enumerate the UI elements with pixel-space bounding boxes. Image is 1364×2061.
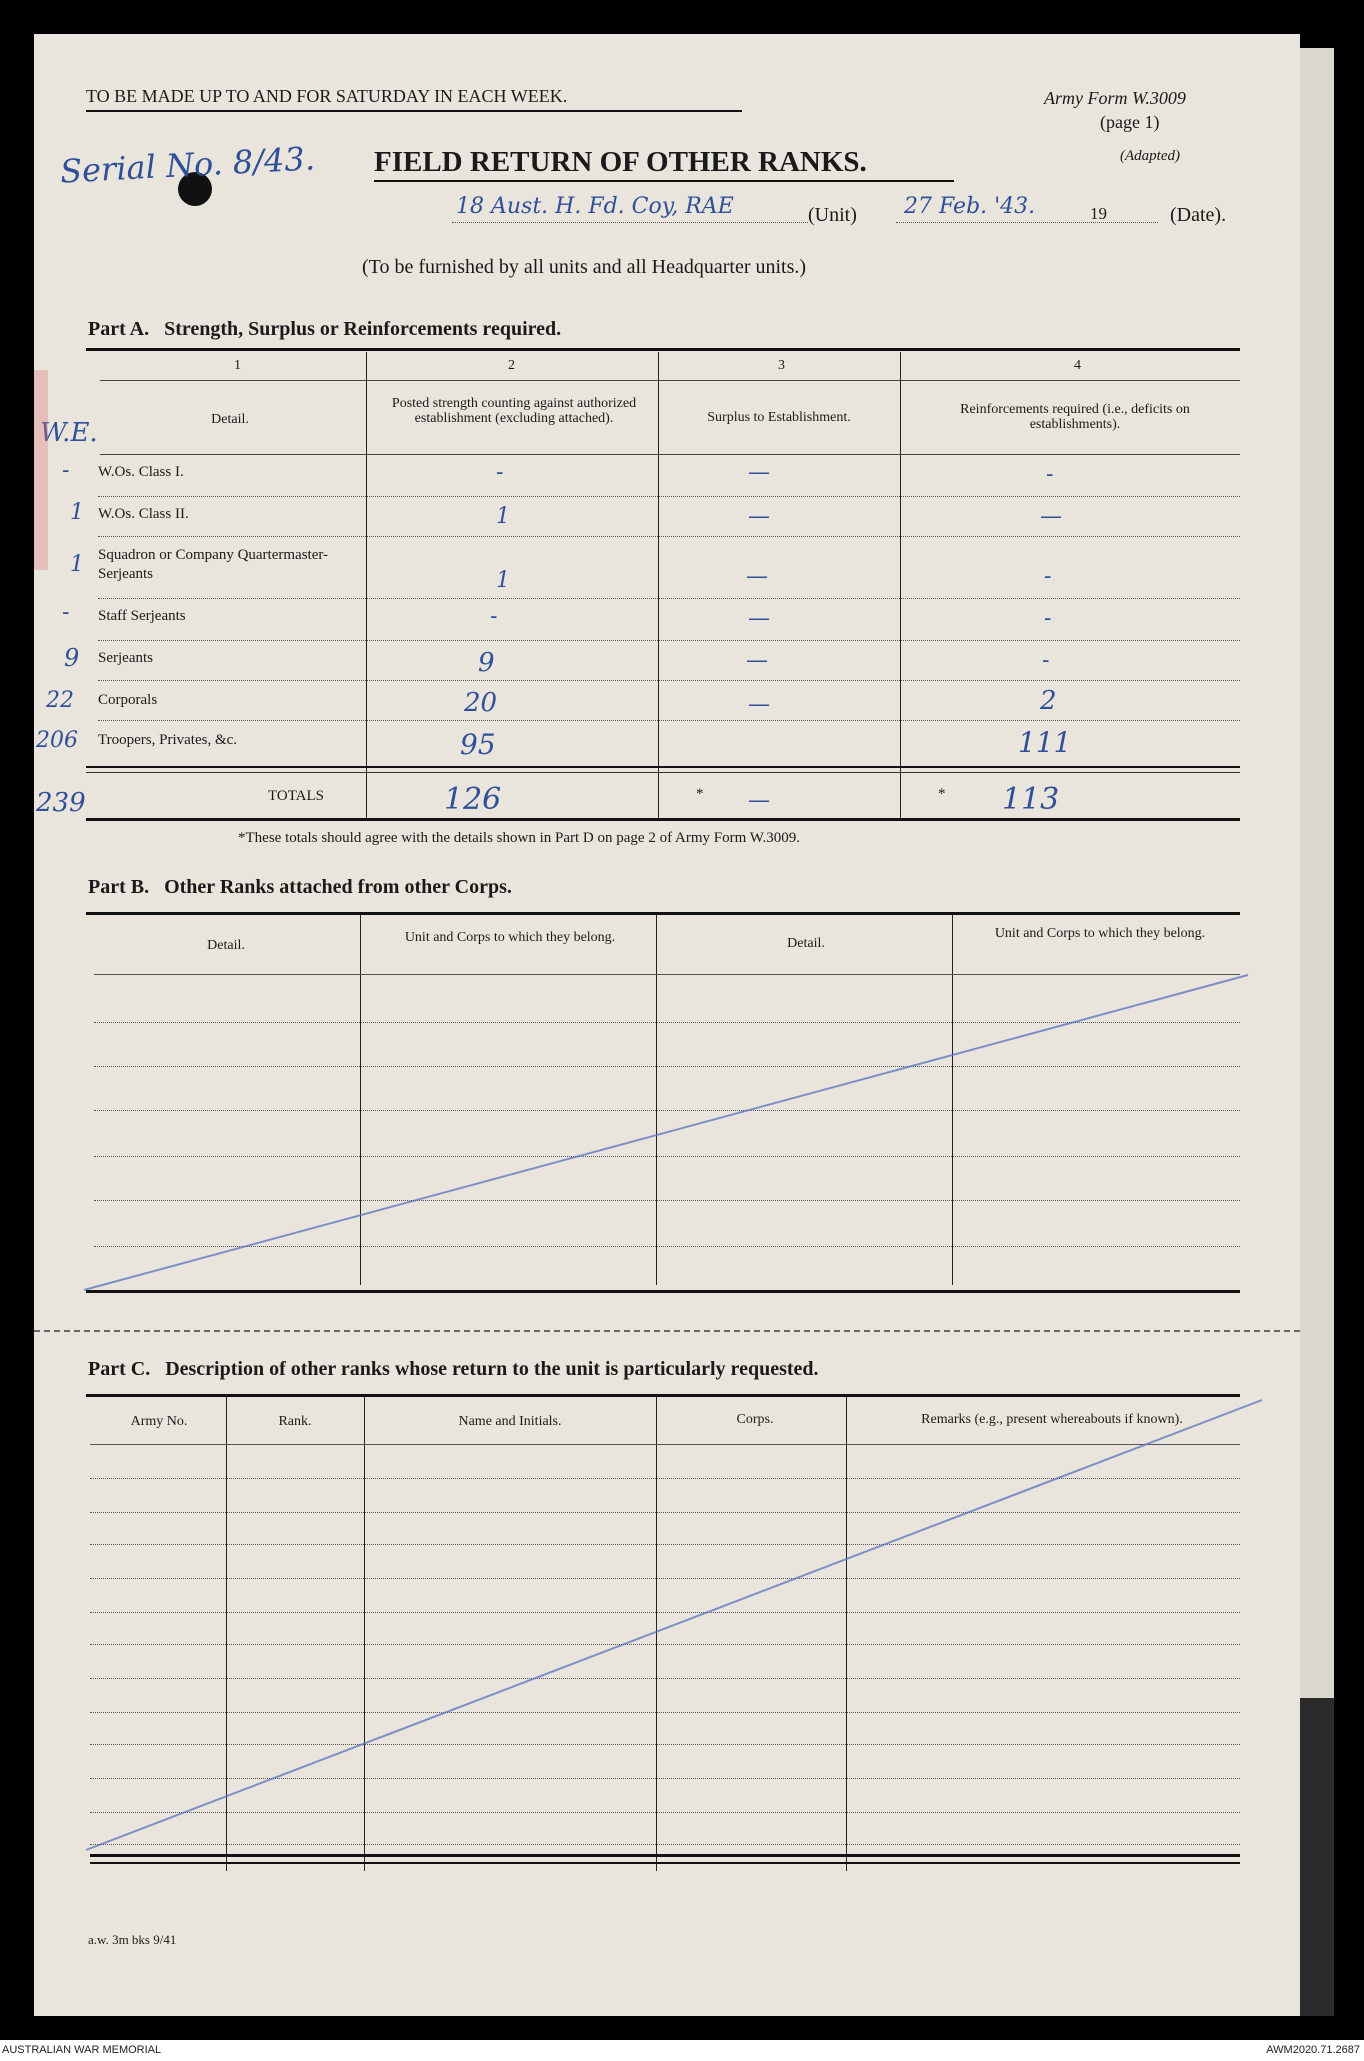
col-header-surplus: Surplus to Establishment. (707, 410, 851, 425)
row-surplus-cqms: — (746, 564, 768, 589)
col-header-reinforcements: Reinforcements required (i.e., deficits on establishments). (960, 402, 1190, 432)
row-we-wo1: - (62, 458, 70, 483)
row-we-troopers: 206 (36, 728, 78, 753)
col-number-2: 2 (508, 358, 515, 373)
row-reinf-cqms: - (1044, 564, 1052, 589)
row-surplus-wo2: — (748, 504, 770, 529)
totals-we: 239 (36, 788, 86, 818)
col-number-4: 4 (1074, 358, 1081, 373)
row-posted-troopers: 95 (460, 728, 496, 761)
date-label: (Date). (1170, 204, 1227, 226)
form-adapted: (Adapted) (1120, 148, 1180, 164)
row-detail-cqms: Squadron or Company Quartermaster-Serjeants (98, 547, 329, 582)
part-b-header-detail-2: Detail. (787, 936, 825, 951)
row-detail-staff-sjt: Staff Serjeants (98, 608, 186, 624)
row-detail-troopers: Troopers, Privates, &c. (98, 732, 238, 748)
row-detail-sjt: Serjeants (98, 650, 153, 666)
furnish-note: (To be furnished by all units and all Headquarter units.) (362, 256, 807, 278)
part-b-header-detail-1: Detail. (207, 938, 245, 953)
row-posted-sjt: 9 (478, 648, 495, 678)
row-reinf-sjt: - (1042, 648, 1050, 673)
col-number-1: 1 (234, 358, 241, 373)
row-posted-staff-sjt: - (490, 604, 498, 629)
col-header-posted: Posted strength counting against authorized establishment (excluding attached). (391, 396, 637, 426)
row-posted-cpl: 20 (464, 688, 498, 718)
part-b-header-unit-2: Unit and Corps to which they belong. (994, 926, 1206, 941)
form-name: Army Form W.3009 (1044, 88, 1186, 108)
date-handwritten: 27 Feb. '43. (904, 194, 1036, 219)
row-detail-wo2: W.Os. Class II. (98, 506, 189, 522)
part-a-footnote: *These totals should agree with the details shown in Part D on page 2 of Army Form W.3009. (238, 830, 801, 846)
archive-footer (0, 2040, 1364, 2061)
part-c-title: Part C. Description of other ranks whose return to the unit is particularly requested. (88, 1358, 819, 1380)
row-reinf-troopers: 111 (1018, 726, 1072, 759)
row-reinf-cpl: 2 (1040, 686, 1057, 716)
row-surplus-staff-sjt: — (748, 606, 770, 631)
part-c-header-rank: Rank. (278, 1414, 312, 1429)
col-header-detail: Detail. (211, 412, 249, 427)
year-label: 19 (1090, 204, 1107, 223)
row-surplus-cpl: — (748, 692, 770, 717)
row-detail-wo1: W.Os. Class I. (98, 464, 184, 480)
instruction-text: TO BE MADE UP TO AND FOR SATURDAY IN EACH WEEK. (86, 86, 568, 106)
form-page: (page 1) (1100, 112, 1160, 132)
part-c-header-name: Name and Initials. (458, 1414, 562, 1429)
totals-posted: 126 (444, 782, 502, 817)
footer-left: AUSTRALIAN WAR MEMORIAL (2, 2044, 162, 2056)
unit-handwritten: 18 Aust. H. Fd. Coy, RAE (456, 194, 734, 219)
part-c-header-army-no: Army No. (130, 1414, 188, 1429)
col-number-3: 3 (778, 358, 785, 373)
row-reinf-staff-sjt: - (1044, 606, 1052, 631)
totals-reinf-star: * (938, 786, 946, 802)
part-b-title: Part B. Other Ranks attached from other Corps. (88, 876, 512, 898)
serial-number-handwritten: Serial No. 8/43. (59, 139, 316, 191)
printer-mark: a.w. 3m bks 9/41 (88, 1932, 177, 1947)
row-surplus-wo1: — (748, 460, 770, 485)
row-posted-cqms: 1 (496, 568, 510, 593)
page-title: FIELD RETURN OF OTHER RANKS. (374, 146, 867, 178)
part-c-header-remarks: Remarks (e.g., present whereabouts if known). (921, 1412, 1183, 1427)
part-c-header-corps: Corps. (736, 1412, 774, 1427)
row-posted-wo1: - (496, 460, 504, 485)
row-reinf-wo1: - (1046, 462, 1054, 487)
totals-surplus-star: * (696, 786, 704, 802)
totals-label: TOTALS (268, 788, 325, 804)
part-b-header-unit-1: Unit and Corps to which they belong. (404, 930, 616, 945)
footer-right: AWM2020.71.2687 (1266, 2044, 1360, 2056)
totals-surplus: — (748, 788, 770, 813)
row-reinf-wo2: — (1040, 504, 1062, 529)
row-we-wo2: 1 (70, 500, 84, 525)
we-label: W.E. (40, 418, 98, 448)
row-we-staff-sjt: - (62, 600, 70, 625)
unit-label: (Unit) (808, 204, 857, 226)
row-we-cqms: 1 (70, 552, 84, 577)
row-surplus-sjt: — (746, 648, 768, 673)
row-detail-cpl: Corporals (98, 692, 158, 708)
part-a-title: Part A. Strength, Surplus or Reinforcements required. (88, 318, 562, 340)
row-posted-wo2: 1 (496, 504, 510, 529)
row-we-cpl: 22 (46, 688, 74, 713)
totals-reinf: 113 (1002, 782, 1060, 817)
row-we-sjt: 9 (64, 644, 80, 672)
